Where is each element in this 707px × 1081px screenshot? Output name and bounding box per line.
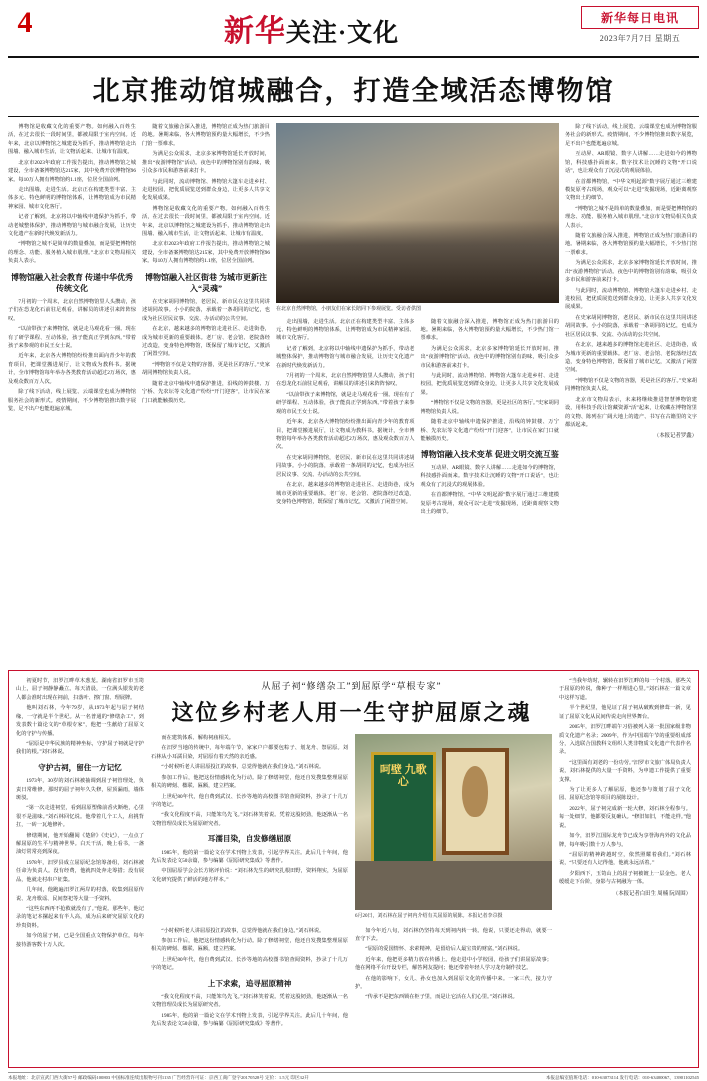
paragraph: “这里面有刘老的一份功劳。”汨罗市文旅广体局负责人说，刘石林提供的大量一手资料，为申遗工作提供了重要支撑。 (559, 759, 691, 783)
paragraph: 互动屏、AR眼镜、数字人讲解……走进如今的博物馆，科技感扑面而来。数字技术让沉睡的文物“开口说话”，也让观众有了沉浸式的观展体验。 (420, 465, 559, 488)
paragraph: “屈原是中华民族的精神坐标，守护屈子祠就是守护我们的根。”刘石林说。 (16, 740, 144, 756)
photo-foreground (276, 220, 559, 303)
paragraph: “小时候听老人讲屈原投江的故事，总觉得他就在我们身边。”刘石林说。 (161, 927, 325, 934)
paragraph: “传承不是把东西锁在柜子里，而是让它活在人们心里。”刘石林说。 (365, 994, 518, 1001)
paragraph: 7月初的一个周末，北京自然博物馆里人头攒动，孩子们在恐龙化石前驻足观看，讲解员的讲述引来阵阵惊叹。 (276, 373, 415, 388)
paragraph: 北京市2023年政府工作报告提出，推动博物馆之城建设，全市备案博物馆达215家，其中免费开放博物馆96家。每10万人拥有博物馆约1.1座，位居全国前列。 (142, 241, 270, 265)
masthead-title-black: 关注·文化 (285, 20, 400, 47)
photo-floor (355, 861, 552, 910)
page-number: 4 (17, 6, 33, 39)
feature-text-bottom-right (355, 927, 552, 1031)
paragraph: “屈原的精神跨越时空，依然照耀着我们。”刘石林说，“只要还有人记得他，他就永远活着。” (559, 852, 691, 867)
publish-date: 2023年7月7日 星期五 (599, 34, 681, 43)
paragraph: 1978年，汨罗县成立屈原纪念馆筹备组，刘石林被任命为负责人。没有经费，他就四处奔走筹措；没有展品，他就走村串户征集。 (16, 859, 144, 883)
paragraph: 参加工作后，他把这份情感转化为行动。除了修缮祠堂，他还自发搜集整理屈原相关的碑刻、楹联、匾额，建立档案。 (151, 774, 348, 790)
divider (8, 116, 699, 117)
paragraph: 在史家胡同博物馆，老居民、新市民在这里共同讲述胡同故事。小小的院落，承载着一条胡同的记忆，也成为社区居民议事、交流、办活动的公共空间。 (565, 314, 697, 338)
paragraph: 博物馆是收藏文化的重要产物。如何融入百姓生活，在过去很长一段时间里，都被局限于室内空间。近年来，北京以博物馆之城建设为抓手，推动博物馆走出围墙、融入城市生活，让文物活起来、让城市有温度。 (8, 124, 136, 156)
paragraph: 在汨罗当地的传统中，每年端午节，家家户户都要包粽子、划龙舟、祭屈原。刘石林从小耳濡目染，对屈原有着天然的亲近感。 (151, 745, 348, 760)
paragraph: 在史家胡同博物馆，老居民、新市民在这里共同讲述胡同故事。小小的院落，承载着一条胡同的记忆，也成为社区居民议事、交流、办活动的公共空间。 (276, 454, 415, 478)
feature-photo-caption: 6月20日，刘石林在屈子祠内介绍有关屈原的展陈。本报记者李尕摄 (355, 914, 503, 919)
paragraph: 在首都博物馆，“中华文明起源”数字展厅通过三维建模复原考古现场，观众可以“走进”发掘现场，近距离观察文物出土的细节。 (565, 178, 697, 202)
paragraph: 1985年，他的第一篇论文在学术刊物上发表，引起学界关注。此后几十年间，他先后发表论文50余篇，参与编纂《屈原研究集成》等著作。 (151, 1012, 348, 1028)
feature-kicker: 从屈子祠“修缮杂工”到屈原学“草根专家” (261, 681, 442, 691)
paragraph: “以前带孩子来博物馆，就是走马观花看一圈。现在有了研学课程、互动体验，孩子能真正学到东西。”带着孩子来参观的市民王女士说。 (8, 326, 136, 350)
paragraph: 北京市文物局表示，未来将继续推进智慧博物馆建设，用科技手段让馆藏资源“活”起来，让收藏在博物馆里的文物、陈列在广阔大地上的遗产、书写在古籍里的文字都活起来。 (565, 396, 697, 428)
paragraph: 随着北京中轴线申遗保护推进，沿线的钟鼓楼、万宁桥、先农坛等文化遗产纷纷“开门迎客”，让市民在家门口就能触摸历史。 (420, 419, 559, 442)
paragraph: “第一次走进祠堂，看到屈原塑像前香火断绝，心里很不是滋味。”刘石林回忆说。他带着几个工人，肩挑背扛，一砖一瓦地修补。 (16, 805, 144, 829)
paragraph: 2022年，屈子祠完成新一轮大修，刘石林全程参与。每一处细节，他都要反复确认。“修旧如旧，不能走样。”他说。 (559, 805, 691, 829)
paragraph: 随着文旅融合深入推进，博物馆正成为热门旅游目的地。暑期来临，各大博物馆预约量大幅增长，不少热门馆一票难求。 (142, 124, 270, 147)
paragraph: 在北京，越来越多的博物馆走进社区、走进街巷，成为城市更新的重要载体。老厂房、老会馆、老院落经过改造，变身特色博物馆，既保留了城市记忆，又激活了闲置空间。 (565, 342, 697, 374)
paragraph: “屈原的爱国情怀、求索精神，是留给后人最宝贵的财富。”刘石林说。 (365, 946, 524, 953)
paragraph: 博物馆是收藏文化的重要产物。如何融入百姓生活，在过去很长一段时间里，都被局限于室内空间。近年来，北京以博物馆之城建设为抓手，推动博物馆走出围墙、融入城市生活，让文物活起来、让城市有温度。 (142, 205, 270, 238)
paragraph: 除了线下活动，线上展览、云端课堂也成为博物馆服务社会的新形式。疫情期间，不少博物馆推出数字展览，足不出户也能逛遍京城。 (8, 389, 136, 412)
paragraph: 在他的影响下，女儿、孙女也加入到屈原文化的传播中来。一家三代，接力守护。 (355, 975, 552, 991)
feature-column-left (16, 677, 144, 1061)
paragraph: “小时候听老人讲屈原投江的故事，总觉得他就在我们身边。”刘石林说。 (161, 764, 325, 771)
footer-right: 本报总编室值班电话：010-63073114 发行电话：010-63400067、13901102545 (545, 1075, 699, 1080)
section-subtitle: 博物馆融入技术变革 促进文明交流互鉴 (420, 450, 559, 460)
portrait-figure (462, 766, 488, 817)
paragraph: 近年来，北京各大博物馆纷纷推出面向青少年的教育项目，把课堂搬进展厅，让文物成为教科书。据统计，全市博物馆每年举办各类教育活动超过2万场次，惠及观众数百万人次。 (8, 353, 136, 385)
article-photo (276, 123, 559, 303)
feature-title: 这位乡村老人用一生守护屈原之魂 (171, 700, 532, 725)
section-subtitle: 博物馆融入社会教育 传递中华优秀传统文化 (11, 272, 133, 294)
feature-subtitle: 耳濡目染，自发修缮屈原 (207, 834, 292, 844)
paragraph: 近年来，北京各大博物馆纷纷推出面向青少年的教育项目，把课堂搬进展厅，让文物成为教科书。据统计，全市博物馆每年举办各类教育活动超过2万场次，惠及观众数百万人次。 (276, 419, 415, 451)
column-3-text (276, 318, 559, 664)
paragraph: 走出围墙，走进生活。北京正在构建类型丰富、主体多元、特色鲜明的博物馆体系，让博物馆成为市民精神家园、城市文化客厅。 (276, 318, 415, 342)
paragraph: 与此同时，流动博物馆、博物馆大篷车走进乡村、走进校园，把优质展览送到群众身边，让更多人共享文化发展成果。 (420, 373, 559, 396)
masthead-brand-block (581, 6, 699, 44)
paragraph: 随着文旅融合深入推进，博物馆正成为热门旅游目的地。暑期来临，各大博物馆预约量大幅增长，不少热门馆一票难求。 (565, 233, 697, 256)
feature-byline: （本报记者白田生 周楠 阮周围） (612, 890, 691, 897)
feature-article (8, 670, 699, 1068)
photo-portrait (442, 748, 509, 855)
feature-photo-block (355, 734, 552, 925)
paragraph: “博物馆之城不是简单的数量叠加，而是要把博物馆的理念、功能、服务植入城市肌理。”北京市文物局相关负责人表示。 (8, 241, 136, 265)
masthead-title-red: 新华 (223, 15, 286, 48)
column-1 (8, 123, 136, 663)
page-footer (8, 1072, 699, 1081)
paragraph: 随着文旅融合深入推进，博物馆正成为热门旅游目的地。暑期来临，各大博物馆预约量大幅增长，不少热门馆一票难求。 (420, 318, 559, 342)
paragraph: 半个世纪里，他见证了屈子祠从破败到修葺一新，见证了屈原文化从民间传说走向世界舞台。 (559, 705, 691, 720)
paragraph: 夕阳西下，玉笥山上的屈子祠被镀上一层金色。老人缓缓走下台阶，身影与古祠融为一体。 (559, 870, 691, 886)
paragraph: “以前带孩子来博物馆，就是走马观花看一圈。现在有了研学课程、互动体验，孩子能真正学到东西。”带着孩子来参观的市民王女士说。 (276, 391, 415, 415)
paragraph: “我文化程度不高，只能笨鸟先飞。”刘石林笑着说。凭着这股韧劲，他逐渐从一名文物管理员成长为屈原研究者。 (151, 812, 348, 827)
paragraph: “博物馆不仅是文物的容器，更是社区的客厅。”史家胡同博物馆负责人说。 (420, 400, 559, 415)
feature-subtitle: 上下求索，追寻屈原精神 (207, 978, 292, 988)
section-subtitle: 博物馆融入社区街巷 为城市更新注入“灵魂” (145, 272, 267, 294)
paragraph: “博物馆不仅是文物的容器，更是社区的客厅。”史家胡同博物馆负责人说。 (565, 377, 697, 393)
paragraph: “这些东西再不抢救就没有了。”他说。那些年，他记录的笔记本摞起来有半人高，成为后来研究屈原文化的珍贵资料。 (16, 906, 144, 929)
paragraph: 记者了解到，北京将以中轴线申遗保护为抓手，带动老城整体保护，推动博物馆与城市融合发展，让历史文化遗产在新时代焕发新活力。 (8, 214, 136, 238)
paragraph: 近年来，他把更多精力放在传播上。他走进中小学校园，给孩子们讲屈原故事；他在网络平台开设专栏，解答网友提问；他还带着年轻人学习龙舟制作技艺。 (355, 956, 552, 972)
paragraph: 而在建筑体系、解构祠庙相关。 (161, 735, 235, 741)
paragraph: 为满足公众需求，北京多家博物馆延长开放时间，推出“夜游博物馆”活动。夜色中的博物馆别有韵味，吸引众多市民和游客前来打卡。 (420, 345, 559, 369)
feature-subtitle: 守护古祠，留住一方记忆 (38, 762, 122, 772)
masthead-title (42, 6, 581, 50)
feature-column-main (151, 677, 552, 1061)
paragraph: 为了让更多人了解屈原，他还参与策划了屈子文化园、屈原纪念馆等项目的展陈设计。 (559, 787, 691, 802)
paragraph: “当我年幼时，辗转在汨罗江畔的每一个村落，那些关于屈原的传说，像种子一样埋进心里。”刘石林在一篇文章中这样写道。 (559, 678, 692, 701)
paragraph: 1985年，他的第一篇论文在学术刊物上发表，引起学界关注。此后几十年间，他先后发表论文50余篇，参与编纂《屈原研究集成》等著作。 (151, 849, 348, 864)
paragraph: “我文化程度不高，只能笨鸟先飞。”刘石林笑着说。凭着这股韧劲，他逐渐从一名文物管理员成长为屈原研究者。 (151, 993, 348, 1009)
top-article (8, 123, 699, 663)
paragraph: 走出围墙，走进生活。北京正在构建类型丰富、主体多元、特色鲜明的博物馆体系，让博物馆成为市民精神家园、城市文化客厅。 (8, 186, 136, 210)
brand-name: 新华每日电讯 (581, 6, 699, 29)
paragraph: 修缮期间，他开始翻阅《楚辞》《史记》，一点点了解屈原的生平与精神世界。白天干活，晚上看书，一盏油灯常常亮到深夜。 (16, 832, 144, 856)
paragraph: 记者了解到，北京将以中轴线申遗保护为抓手，带动老城整体保护，推动博物馆与城市融合发展，让历史文化遗产在新时代焕发新活力。 (276, 345, 415, 369)
paragraph: 初夏时节，汨罗江畔草木葱茏。湖南省汨罗市玉笥山上，屈子祠静静矗立。每天清晨，一位满头银发的老人都会准时出现在祠前，扫落叶、擦门窗、理展牌。 (16, 678, 144, 701)
paragraph: “博物馆之城不是简单的数量叠加，而是要把博物馆的理念、功能、服务植入城市肌理。”北京市文物局相关负责人表示。 (565, 205, 698, 229)
paragraph: 为满足公众需求，北京多家博物馆延长开放时间，推出“夜游博物馆”活动。夜色中的博物馆别有韵味，吸引众多市民和游客前来打卡。 (565, 260, 697, 284)
paragraph: 如今年近八旬，刘石林仍坚持每天到祠内转一转。他说，只要还走得动，就要一直守下去。 (355, 927, 552, 942)
paragraph: 与此同时，流动博物馆、博物馆大篷车走进乡村、走进校园，把优质展览送到群众身边，让更多人共享文化发展成果。 (565, 287, 697, 311)
paragraph: 随着北京中轴线申遗保护推进，沿线的钟鼓楼、万宁桥、先农坛等文化遗产纷纷“开门迎客”，让市民在家门口就能触摸历史。 (142, 380, 270, 404)
column-4 (565, 123, 697, 663)
paragraph: 几年间，他跑遍汨罗江两岸的村落，收集到屈原传说、龙舟歌谣、民间祭祀等大量一手资料。 (16, 887, 144, 902)
board-text: 呵壁 九歌 心 (379, 763, 427, 789)
paragraph: 7月初的一个周末，北京自然博物馆里人头攒动，孩子们在恐龙化石前驻足观看，讲解员的讲述引来阵阵惊叹。 (8, 298, 136, 322)
feature-text-bottom-left (151, 927, 348, 1031)
feature-column-right (559, 677, 691, 1061)
paragraph: 北京市2023年政府工作报告提出，推动博物馆之城建设，全市备案博物馆达215家，其中免费开放博物馆96家。每10万人拥有博物馆约1.1座，位居全国前列。 (8, 159, 136, 183)
photo-caption: 在北京自然博物馆，小朋友们在家长陪同下参观展览。受访者供图 (276, 307, 422, 312)
paragraph: 在北京，越来越多的博物馆走进社区、走进街巷，成为城市更新的重要载体。老厂房、老会馆、老院落经过改造，变身特色博物馆，既保留了城市记忆，又激活了闲置空间。 (276, 482, 415, 505)
paragraph: 除了线下活动，线上展览、云端课堂也成为博物馆服务社会的新形式。疫情期间，不少博物馆推出数字展览，足不出户也能逛遍京城。 (565, 124, 697, 147)
page-title: 北京推动馆城融合，打造全域活态博物馆 (92, 76, 615, 106)
paragraph: 参加工作后，他把这份情感转化为行动。除了修缮祠堂，他还自发搜集整理屈原相关的碑刻、楹联、匾额，建立档案。 (151, 937, 348, 953)
paragraph: 在史家胡同博物馆，老居民、新市民在这里共同讲述胡同故事。小小的院落，承载着一条胡同的记忆，也成为社区居民议事、交流、办活动的公共空间。 (142, 298, 270, 322)
paragraph: 上世纪80年代，他自费到武汉、长沙等地的高校图书馆查阅资料，抄录了十几万字的笔记。 (151, 956, 348, 972)
paragraph: 他叫刘石林，今年79岁，从1973年起与屈子祠结缘，一守就是半个世纪。从一名普通的“修缮杂工”，到发表数十篇论文的“草根专家”，他把一生献给了屈原文化的守护与传播。 (16, 705, 144, 737)
paragraph: 在首都博物馆，“中华文明起源”数字展厅通过三维建模复原考古现场，观众可以“走进”发掘现场，近距离观察文物出土的细节。 (420, 492, 559, 516)
paragraph: 如今，汨罗江国际龙舟节已成为享誉海内外的文化品牌，每年吸引数十万人参与。 (559, 833, 691, 848)
paragraph: 互动屏、AR眼镜、数字人讲解……走进如今的博物馆，科技感扑面而来。数字技术让沉睡的文物“开口说话”，也让观众有了沉浸式的观展体验。 (565, 151, 697, 175)
column-2 (142, 123, 270, 663)
feature-text-left (151, 734, 348, 925)
paragraph: 2005年，汨罗江畔端午习俗被列入第一批国家级非物质文化遗产名录；2009年，作为中国端午节的重要组成部分，入选联合国教科文组织人类非物质文化遗产代表作名录。 (559, 724, 691, 756)
paragraph: 中国屈原学会会长方铭评价说：“刘石林先生的研究扎根田野，资料翔实，为屈原文化研究提供了鲜活的地方样本。” (151, 868, 348, 883)
paragraph: 上世纪80年代，他自费到武汉、长沙等地的高校图书馆查阅资料，抄录了十几万字的笔记。 (151, 793, 348, 808)
photo-green-board (371, 752, 436, 867)
paragraph: 为满足公众需求，北京多家博物馆延长开放时间，推出“夜游博物馆”活动。夜色中的博物馆别有韵味，吸引众多市民和游客前来打卡。 (142, 151, 270, 175)
paragraph: 在北京，越来越多的博物馆走进社区、走进街巷，成为城市更新的重要载体。老厂房、老会馆、老院落经过改造，变身特色博物馆，既保留了城市记忆，又激活了闲置空间。 (142, 326, 270, 358)
column-3 (276, 123, 559, 663)
masthead (8, 6, 699, 58)
paragraph: 与此同时，流动博物馆、博物馆大篷车走进乡村、走进校园，把优质展览送到群众身边，让更多人共享文化发展成果。 (142, 178, 270, 202)
paragraph: 1973年，30岁的刘石林被抽调到屈子祠管理处，负责日常维修。那时的屈子祠年久失修，屋顶漏雨，墙体斑驳。 (16, 778, 144, 801)
paragraph: “博物馆不仅是文物的容器，更是社区的客厅。”史家胡同博物馆负责人说。 (142, 361, 270, 377)
article-byline: （本报记者罗鑫） (653, 433, 697, 440)
paragraph: 如今的屈子祠，已是全国重点文物保护单位，每年接待游客数十万人次。 (16, 933, 144, 948)
footer-left: 本报地址：北京宣武门西大街57号 邮政编码100803 中国标准连续出版物号刊1135 广告经营许可证：京西工商广登字20170528号 定价：1.5元 印区32开 (8, 1075, 309, 1080)
feature-photo (355, 734, 552, 910)
